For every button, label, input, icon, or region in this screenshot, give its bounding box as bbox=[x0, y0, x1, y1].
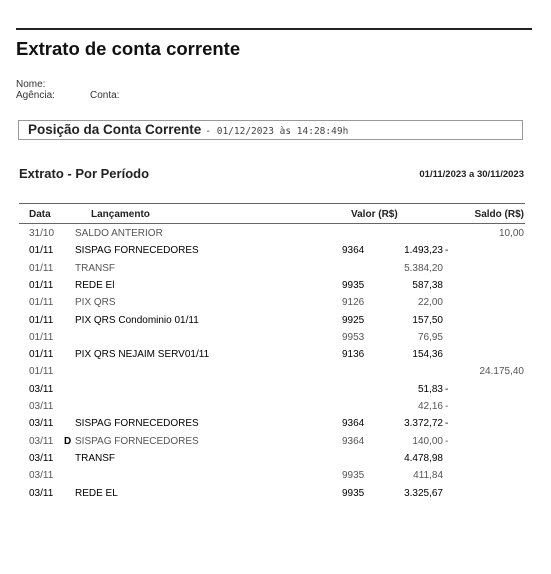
row-value-sign: - bbox=[445, 401, 449, 412]
row-balance: 24.175,40 bbox=[479, 366, 524, 378]
row-date: 01/11 bbox=[29, 245, 54, 257]
page-title: Extrato de conta corrente bbox=[16, 38, 241, 59]
row-date: 03/11 bbox=[29, 452, 54, 464]
row-date: 03/11 bbox=[29, 435, 54, 447]
table-row bbox=[0, 470, 551, 487]
table-row bbox=[0, 384, 551, 401]
row-date: 01/11 bbox=[29, 279, 54, 291]
row-date: 03/11 bbox=[29, 418, 54, 430]
row-description: TRANSF bbox=[75, 452, 115, 464]
row-date: 31/10 bbox=[29, 228, 55, 239]
table-row bbox=[0, 418, 551, 435]
row-document: 9935 bbox=[342, 487, 365, 499]
nome-label: Nome: bbox=[16, 79, 46, 90]
row-document: 9953 bbox=[342, 331, 365, 343]
row-description: TRANSF bbox=[75, 262, 115, 274]
table-row bbox=[0, 349, 551, 366]
row-description: SISPAG FORNECEDORES bbox=[75, 418, 199, 430]
extrato-title: Extrato - Por Período bbox=[19, 166, 150, 181]
row-document: 9364 bbox=[342, 435, 365, 447]
row-value: 5.384,20 bbox=[404, 262, 443, 274]
table-top-rule bbox=[19, 203, 525, 204]
col-header-data: Data bbox=[29, 209, 51, 220]
row-value-sign: - bbox=[445, 435, 449, 447]
row-date: 03/11 bbox=[29, 401, 54, 412]
table-row bbox=[0, 228, 551, 245]
row-date: 03/11 bbox=[29, 487, 54, 499]
row-description: SISPAG FORNECEDORES bbox=[75, 245, 199, 257]
row-value: 140,00 bbox=[412, 435, 443, 447]
row-document: 9136 bbox=[342, 349, 365, 361]
table-row bbox=[0, 245, 551, 262]
row-date: 03/11 bbox=[29, 383, 54, 395]
table-row bbox=[0, 488, 551, 505]
row-date: 01/11 bbox=[29, 366, 54, 378]
row-date: 01/11 bbox=[29, 331, 54, 343]
table-row bbox=[0, 332, 551, 349]
row-value: 3.325,67 bbox=[404, 487, 443, 499]
row-description: SALDO ANTERIOR bbox=[75, 228, 163, 239]
row-document: 9935 bbox=[342, 470, 365, 482]
row-document: 9126 bbox=[342, 297, 365, 309]
agencia-label: Agência: bbox=[16, 90, 55, 101]
row-value: 76,95 bbox=[417, 331, 443, 343]
row-value: 1.493,23 bbox=[404, 245, 443, 257]
col-header-valor: Valor (R$) bbox=[351, 209, 398, 220]
table-row bbox=[0, 366, 551, 383]
posicao-title: Posição da Conta Corrente bbox=[28, 122, 202, 137]
row-description: PIX QRS bbox=[75, 297, 116, 309]
row-description: PIX QRS Condominio 01/11 bbox=[75, 314, 199, 326]
row-date: 01/11 bbox=[29, 262, 54, 274]
table-row bbox=[0, 401, 551, 418]
row-value: 42,16 bbox=[417, 401, 443, 412]
table-header-rule bbox=[19, 223, 525, 224]
row-balance: 10,00 bbox=[498, 228, 524, 239]
table-row bbox=[0, 297, 551, 314]
row-value: 157,50 bbox=[412, 314, 443, 326]
row-value: 51,83 bbox=[417, 383, 443, 395]
table-row bbox=[0, 263, 551, 280]
row-description: REDE EL bbox=[75, 487, 118, 499]
posicao-datetime: - 01/12/2023 às 14:28:49h bbox=[205, 126, 349, 137]
row-document: 9935 bbox=[342, 279, 365, 291]
posicao-box bbox=[18, 120, 523, 140]
table-row bbox=[0, 280, 551, 297]
row-flag: D bbox=[64, 435, 72, 447]
conta-label: Conta: bbox=[90, 90, 120, 101]
col-header-saldo: Saldo (R$) bbox=[474, 209, 524, 220]
row-date: 03/11 bbox=[29, 470, 54, 482]
row-value: 3.372,72 bbox=[404, 418, 443, 430]
row-value-sign: - bbox=[445, 418, 449, 430]
row-value: 154,36 bbox=[412, 349, 443, 361]
table-row bbox=[0, 436, 551, 453]
top-rule bbox=[16, 28, 532, 30]
row-value: 411,84 bbox=[413, 470, 443, 482]
row-date: 01/11 bbox=[29, 297, 54, 309]
row-value-sign: - bbox=[445, 383, 449, 395]
table-row bbox=[0, 315, 551, 332]
row-description: SISPAG FORNECEDORES bbox=[75, 435, 199, 447]
row-document: 9925 bbox=[342, 314, 365, 326]
extrato-period: 01/11/2023 a 30/11/2023 bbox=[419, 169, 524, 180]
row-description: PIX QRS NEJAIM SERV01/11 bbox=[75, 349, 210, 361]
col-header-lancamento: Lançamento bbox=[91, 209, 150, 220]
row-date: 01/11 bbox=[29, 314, 54, 326]
table-row bbox=[0, 453, 551, 470]
row-document: 9364 bbox=[342, 418, 365, 430]
row-description: REDE El bbox=[75, 279, 115, 291]
row-value: 587,38 bbox=[412, 279, 443, 291]
posicao-title-line bbox=[28, 122, 348, 137]
row-document: 9364 bbox=[342, 245, 365, 257]
row-value: 4.478,98 bbox=[404, 452, 443, 464]
row-value: 22,00 bbox=[417, 297, 443, 309]
row-value-sign: - bbox=[445, 245, 449, 257]
row-date: 01/11 bbox=[29, 349, 54, 361]
